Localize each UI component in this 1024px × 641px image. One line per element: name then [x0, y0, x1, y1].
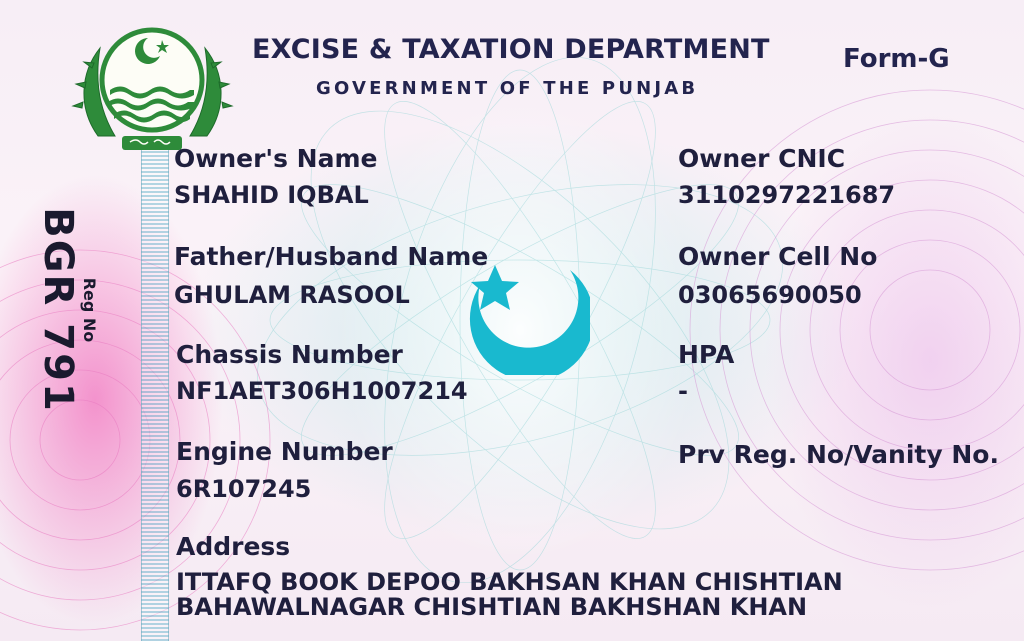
engine-number-label: Engine Number: [176, 437, 393, 466]
registration-block: [17, 205, 117, 415]
owner-cnic-value: 3110297221687: [678, 181, 896, 209]
security-strip: [141, 150, 169, 641]
form-type: Form-G: [843, 44, 950, 74]
department-title: EXCISE & TAXATION DEPARTMENT: [252, 34, 770, 65]
address-line-2: BAHAWALNAGAR CHISHTIAN BAKHSHAN KHAN: [176, 593, 808, 621]
prv-reg-label: Prv Reg. No/Vanity No.: [678, 440, 999, 469]
chassis-number-label: Chassis Number: [176, 340, 403, 369]
owner-name-label: Owner's Name: [174, 144, 378, 173]
punjab-government-emblem-icon: [70, 18, 235, 153]
father-name-label: Father/Husband Name: [174, 242, 489, 271]
hpa-label: HPA: [678, 340, 735, 369]
engine-number-value: 6R107245: [176, 475, 312, 503]
chassis-number-value: NF1AET306H1007214: [176, 377, 468, 405]
government-subtitle: GOVERNMENT OF THE PUNJAB: [316, 78, 699, 99]
reg-no-label: Reg No: [80, 277, 99, 343]
owner-cell-value: 03065690050: [678, 281, 862, 309]
owner-cnic-label: Owner CNIC: [678, 144, 846, 173]
owner-cell-label: Owner Cell No: [678, 242, 878, 271]
hpa-value: -: [678, 377, 688, 405]
address-label: Address: [176, 532, 291, 561]
address-line-1: ITTAFQ BOOK DEPOO BAKHSAN KHAN CHISHTIAN: [176, 568, 843, 596]
father-name-value: GHULAM RASOOL: [174, 281, 410, 309]
owner-name-value: SHAHID IQBAL: [174, 181, 369, 209]
reg-no-value: BGR 791: [35, 207, 81, 413]
